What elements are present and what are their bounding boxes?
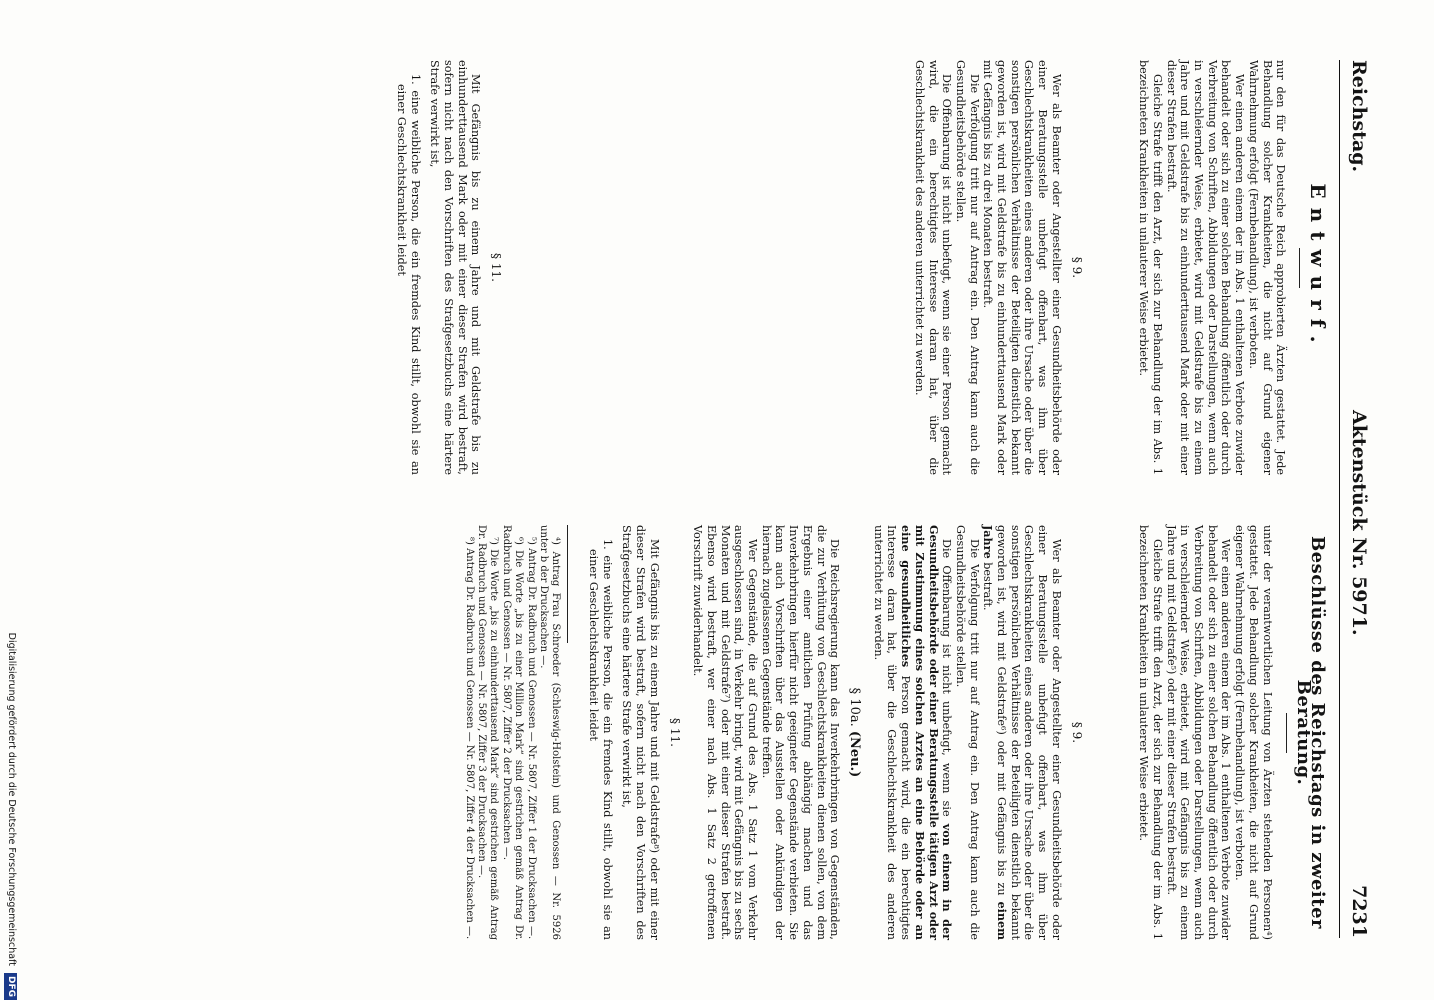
text-run: Wer als Beamter oder Angestellter einer Gesundheitsbehörde oder einer Beratungsstelle unbefugt offenbart, was ihm über Geschlechtskrankheiten eines anderen oder ihre Ursache oder über die sonstigen persönlichen Verhältnisse der Beteiligten dienstlich bekannt geworden ist, wird mit Geldstrafe⁶) oder mit Gefängnis bis zu [995,525,1063,940]
running-head-center: Aktenstück Nr. 5971. [1348,410,1370,636]
resolution-paragraph: unter der verantwortlichen Leitung von Ärzten stehenden Personen⁴) gestattet. Jede Behandlung solcher Krankheiten, die nicht auf Grund eigener Wahrnehmung erfolgt (Fernbehandlung), ist verboten. [1233,525,1274,940]
dfg-logo: DFG [4,973,17,1000]
section-heading-11: § 11. [667,718,682,747]
draft-paragraph: Wer als Beamter oder Angestellter einer Gesundheitsbehörde oder einer Beratungsstelle unbefugt offenbart, was ihm über Geschlechtskrankheiten eines anderen oder ihre Ursache oder über die sonstigen persönlichen Verhältnisse der Beteiligten dienstlich bekannt geworden ist, wird mit Geldstrafe bis zu einhunderttausend Mark oder mit Gefängnis bis zu drei Monaten bestraft. [981,60,1063,475]
emphasis-run: einem Jahre [981,525,1010,941]
page-number: 7231 [1348,885,1370,938]
footnote: ⁵) Antrag Dr. Radbruch und Genossen — Nr. 5807, Ziffer 1 der Drucksachen —. [525,537,537,940]
section-heading-9: § 9. [1069,721,1084,744]
draft-paragraph: Mit Gefängnis bis zu einem Jahre und mit Geldstrafe bis zu einhunderttausend Mark oder mit einer dieser Strafen wird bestraft, sofern nicht nach den Vorschriften des Strafgesetzbuchs eine härtere Strafe verwirkt ist, [428,60,483,475]
resolution-paragraph [981,525,1063,940]
credit-text: Digitalisierung gefördert durch die Deutsche Forschungsgemeinschaft [6,632,17,966]
section-number: § 10a. [847,687,863,727]
spacer [1093,60,1137,475]
draft-paragraph: Die Offenbarung ist nicht unbefugt, wenn sie einer Person gemacht wird, die ein berechtigtes Interesse daran hat, über die Geschlechtskrankheit des anderen unterrichtet zu werden. [912,60,954,475]
footnote-rule [567,525,568,643]
digitization-credit [0,0,22,1000]
resolution-paragraph: Die Verfolgung tritt nur auf Antrag ein. Den Antrag kann auch die Gesundheitsbehörde stellen. [953,525,981,940]
text-run: Die Offenbarung ist nicht unbefugt, wenn sie [940,539,954,817]
emphasis-run: von einem in der Gesundheitsbehörde oder einer Beratungsstelle tätigen Arzt oder mit Zustimmung eines solchen Arztes an eine Behörde oder an eine gesundheitliches [899,525,955,940]
draft-numbered-item: 1. eine weibliche Person, die ein fremdes Kind stillt, obwohl sie an einer Geschlechtskrankheit leidet [394,74,422,475]
resolutions-column-title: Beschlüsse des Reichstags in zweiter Beratung. [1293,535,1328,930]
resolution-paragraph: Mit Gefängnis bis zu einem Jahre und mit Geldstrafe⁸) oder mit einer dieser Strafen wird bestraft, sofern nicht nach den Vorschriften des Strafgesetzbuchs eine härtere Strafe verwirkt ist, [620,525,661,940]
text-run: Person gemacht wird, die ein berechtigtes Interesse daran hat, über die Geschlechtskrankheit des anderen unterrichtet zu werden. [871,525,913,940]
spacer [512,60,912,475]
text-run: bestraft. [981,562,995,611]
resolutions-column [38,525,1328,940]
section-heading-9: § 9. [1069,256,1084,279]
draft-paragraph: nur den für das Deutsche Reich approbierten Ärzten gestattet. Jede Behandlung solcher Krankheiten, die nicht auf Grund eigener Wahrnehmung erfolgt (Fernbehandlung), ist verboten. [1246,60,1288,475]
footnote: ⁷) Die Worte „bis zu einhunderttausend Mark“ sind gestrichen gemäß Antrag Dr. Radbruch und Genossen — Nr. 5807, Ziffer 3 der Drucksachen —. [475,525,500,940]
footnote: ⁸) Antrag Dr. Radbruch und Genossen — Nr. 5807, Ziffer 4 der Drucksachen —. [463,537,475,940]
section-heading-11: § 11. [489,253,504,282]
draft-paragraph: Die Verfolgung tritt nur auf Antrag ein. Den Antrag kann auch die Gesundheitsbehörde stellen. [953,60,981,475]
title-rule [1286,713,1287,753]
new-marker: (Neu.) [847,730,863,778]
footnote: ⁶) Die Worte „bis zu einer Million Mark“ sind gestrichen gemäß Antrag Dr. Radbruch und Genossen — Nr. 5807, Ziffer 2 der Drucksachen —. [500,525,525,940]
draft-column-title: Entwurf. [1306,183,1330,352]
resolution-numbered-item: 1. eine weibliche Person, die ein fremdes Kind stillt, obwohl sie an einer Geschlechtskrankheit leidet [587,539,614,940]
spacer [1093,525,1137,940]
draft-column [38,60,1328,475]
running-head [1339,60,1374,938]
resolution-paragraph: Gleiche Strafe trifft den Arzt, der sich zur Behandlung der im Abs. 1 bezeichneten Krankheiten in unlauterer Weise erbietet. [1137,525,1164,940]
section-heading-10a [847,525,861,940]
title-rule [1299,248,1300,288]
footnote: ⁴) Antrag Frau Schroeder (Schleswig-Holstein) und Genossen — Nr. 5926 unter b der Drucksachen —. [537,525,562,940]
draft-paragraph: Wer einen anderen einem der im Abs. 1 enthaltenen Verbote zuwider behandelt oder sich zu einer solchen Behandlung öffentlich oder durch Verbreitung von Schriften, Abbildungen oder Darstellungen, wenn auch in verschleiernder Weise, erbietet, wird mit Geldstrafe bis zu einem Jahre und mit Geldstrafe bis zu einhunderttausend Mark oder mit einer dieser Strafen bestraft. [1164,60,1247,475]
resolution-paragraph: Die Reichsregierung kann das Inverkehrbringen von Gegenständen, die zur Verhütung von Geschlechtskrankheiten dienen sollen, von dem Ergebnis einer amtlichen Prüfung abhängig machen und das Inverkehrbringen hierfür nicht geeigneter Gegenstände verbieten. Sie kann auch Vorschriften über das Ausstellen oder Ankündigen der hiernach zugelassenen Gegenstände treffen. [759,525,842,940]
footnotes [462,525,561,940]
running-head-left: Reichstag. [1348,60,1370,173]
draft-paragraph: Gleiche Strafe trifft den Arzt, der sich zur Behandlung der im Abs. 1 bezeichneten Krankheiten in unlauterer Weise erbietet. [1137,60,1164,475]
resolution-paragraph: Wer einen anderen einem der im Abs. 1 enthaltenen Verbote zuwider behandelt oder sich zu einer solchen Behandlung öffentlich oder durch Verbreitung von Schriften, Abbildungen oder Darstellungen, wenn auch in verschleiernder Weise, erbietet, wird mit Gefängnis bis zu einem Jahre und mit Geldstrafe⁵) oder mit einer dieser Strafen bestraft. [1164,525,1233,940]
resolution-paragraph [871,525,953,940]
resolution-paragraph: Wer Gegenstände, die auf Grund des Abs. 1 Satz 1 vom Verkehr ausgeschlossen sind, in Verkehr bringt, wird mit Gefängnis bis zu sechs Monaten und mit Geldstrafe⁷) oder mit einer dieser Strafen bestraft. Ebenso wird bestraft, wer einer nach Abs. 1 Satz 2 getroffenen Vorschrift zuwiderhandelt. [691,525,760,940]
